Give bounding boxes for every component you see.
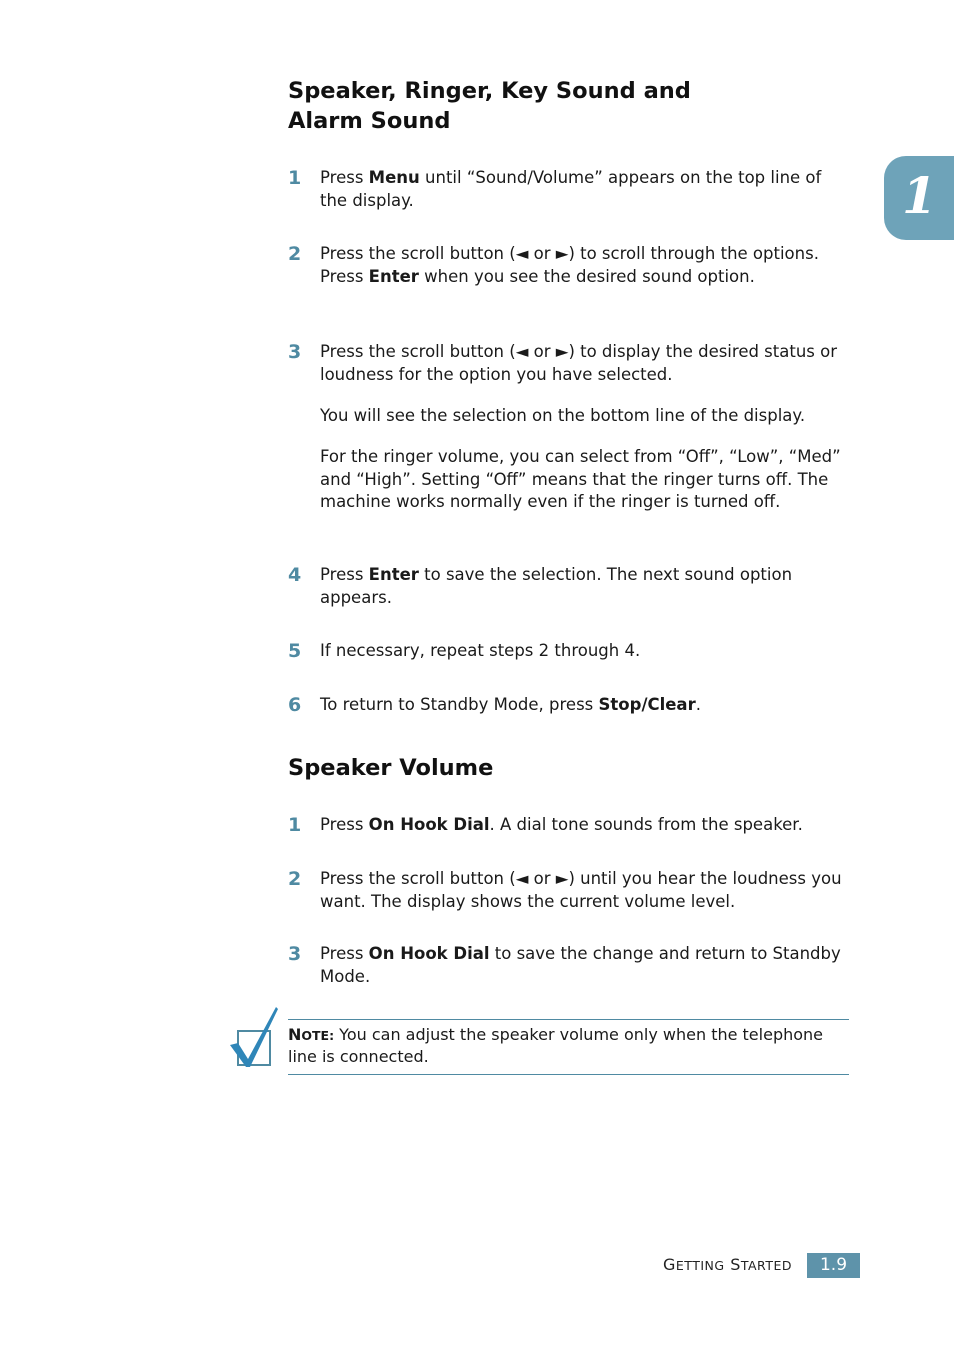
checkmark-icon [228, 1005, 280, 1069]
section-title-speaker-volume: Speaker Volume [288, 755, 494, 781]
step-text: Press the scroll button (◄ or ►) until you hear the loudness you want. The display shows the current volume level. [320, 869, 842, 911]
step-paragraph: For the ringer volume, you can select from “Off”, “Low”, “Med” and “High”. Setting “Off” means that the ringer turns off. The machine works normally even if the ringer is turned off. [320, 447, 841, 511]
footer-chapter-title: GETTING STARTED [663, 1255, 792, 1274]
step-number: 4 [288, 564, 302, 586]
chapter-number: 1 [902, 166, 937, 225]
step-text: Press the scroll button (◄ or ►) to scroll through the options. Press Enter when you see the desired sound option. [320, 244, 819, 286]
step-number: 1 [288, 167, 302, 189]
step-text: To return to Standby Mode, press Stop/Clear. [320, 695, 701, 714]
page-number: 1.9 [807, 1253, 860, 1278]
step-text: Press On Hook Dial. A dial tone sounds from the speaker. [320, 815, 803, 834]
step-text: Press the scroll button (◄ or ►) to display the desired status or loudness for the option you have selected. [320, 342, 838, 384]
step-number: 3 [288, 341, 302, 363]
step-text: Press On Hook Dial to save the change and return to Standby Mode. [320, 944, 841, 986]
step-number: 5 [288, 640, 302, 662]
step-number: 6 [288, 694, 302, 716]
note: NOTE: You can adjust the speaker volume only when the telephone line is connected. [288, 1025, 824, 1066]
step-number: 2 [288, 868, 302, 890]
step-number: 2 [288, 243, 302, 265]
step-text: If necessary, repeat steps 2 through 4. [320, 641, 641, 660]
section-title-sound: Speaker, Ringer, Key Sound and Alarm Sound [288, 78, 691, 134]
step-text: Press Enter to save the selection. The next sound option appears. [320, 565, 793, 607]
step-paragraph: You will see the selection on the bottom line of the display. [320, 406, 806, 425]
step-number: 3 [288, 943, 302, 965]
note-label: NOTE: [288, 1025, 335, 1044]
step-number: 1 [288, 814, 302, 836]
note-bottom-rule [288, 1074, 849, 1075]
step-text: Press Menu until “Sound/Volume” appears on the top line of the display. [320, 168, 822, 210]
chapter-tab [884, 156, 954, 240]
note-top-rule [288, 1019, 849, 1020]
